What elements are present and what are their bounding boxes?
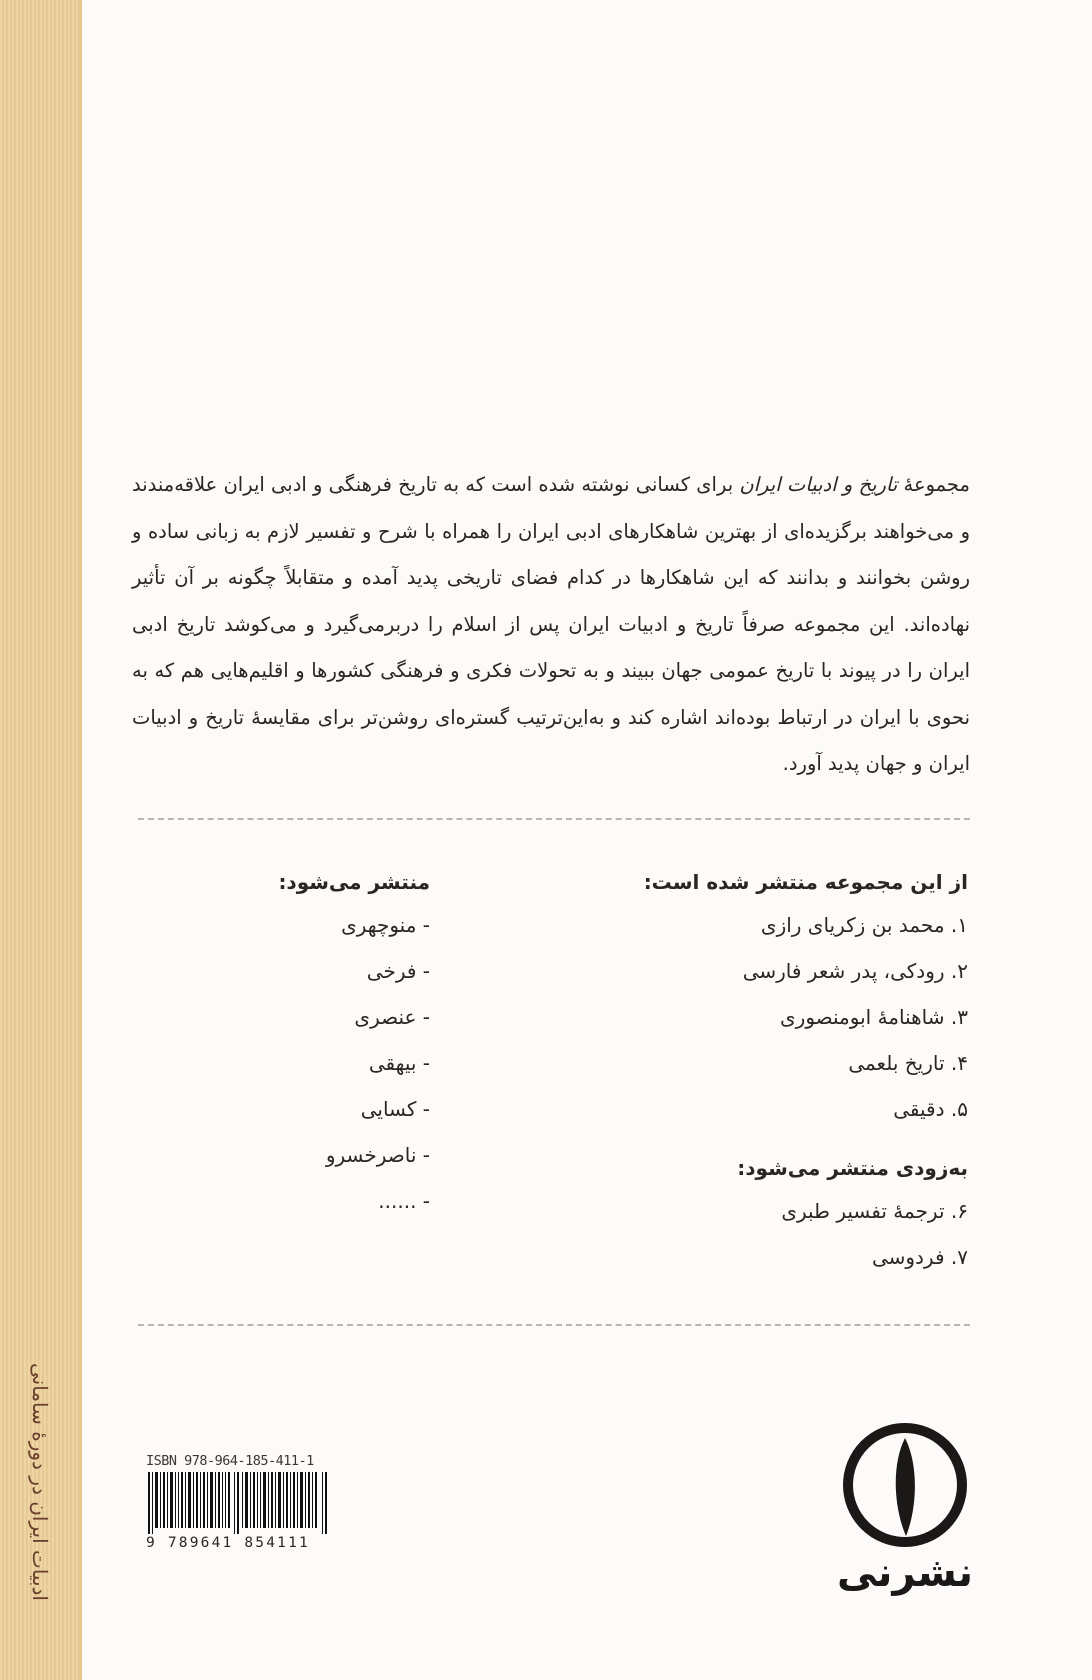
published-heading: از این مجموعه منتشر شده است: [643,870,968,894]
book-spine-strip [0,0,82,1680]
forthcoming-item: - فرخی [366,959,430,983]
soon-item: ۷. فردوسی [871,1245,968,1269]
intro-body: برای کسانی نوشته شده است که به تاریخ فرهنگی و ادبی ایران علاقه‌مندند و می‌خواهند برگزیده‌ای از بهترین شاهکارهای ادبی ایران را همراه با شرح و تفسیر لازم به زبانی ساده و روشن بخوانند و بدانند که این شاهکارها در کدام فضای تاریخی پدید آمده و متقابلاً چگونه بر آن تأثیر نهاده‌اند. این مجموعه صرفاً تاریخ و ادبیات ایران پس از اسلام را دربرمی‌گیرد و می‌کوشد تاریخ ادبی ایران را در پیوند با تاریخ عمومی جهان ببیند و به تحولات فکری و فرهنگی کشورها و اقلیم‌هایی هم که به نحوی با ایران در ارتباط بوده‌اند اشاره کند و به‌این‌ترتیب گستره‌ای روشن‌تر برای مقایسهٔ تاریخ و ادبیات ایران و جهان پدید آورد. [132,473,970,775]
forthcoming-item: - ...... [378,1189,430,1213]
spine-title: ادبیات ایران در دورهٔ سامانی [28,1363,52,1601]
published-item: ۱. محمد بن زکریای رازی [760,913,968,937]
dashed-divider-top [138,818,970,820]
published-list [608,862,968,1280]
forthcoming-item: - منوچهری [341,913,430,937]
dashed-divider-bottom [138,1324,970,1326]
barcode-digits: 9 789641 854111 [146,1535,310,1551]
forthcoming-item: - ناصرخسرو [325,1143,430,1167]
series-title: تاریخ و ادبیات ایران [739,473,898,496]
published-item: ۵. دقیقی [893,1097,968,1121]
published-item: ۳. شاهنامهٔ ابومنصوری [780,1005,968,1029]
isbn-label: ISBN 978-964-185-411-1 [146,1453,314,1469]
published-item: ۴. تاریخ بلعمی [848,1051,968,1075]
forthcoming-item: - عنصری [354,1005,430,1029]
barcode-icon [146,1472,330,1534]
series-description [132,462,970,788]
soon-item: ۶. ترجمهٔ تفسیر طبری [781,1199,968,1223]
forthcoming-heading: منتشر می‌شود: [278,870,430,894]
intro-prefix: مجموعهٔ [903,473,970,496]
isbn-block [146,1452,330,1552]
soon-heading: به‌زودی منتشر می‌شود: [737,1156,968,1180]
publisher-name: نشرنی [836,1550,974,1596]
forthcoming-item: - کسایی [360,1097,430,1121]
published-item: ۲. رودکی، پدر شعر فارسی [742,959,968,983]
forthcoming-item: - بیهقی [368,1051,430,1075]
forthcoming-list [240,862,430,1224]
